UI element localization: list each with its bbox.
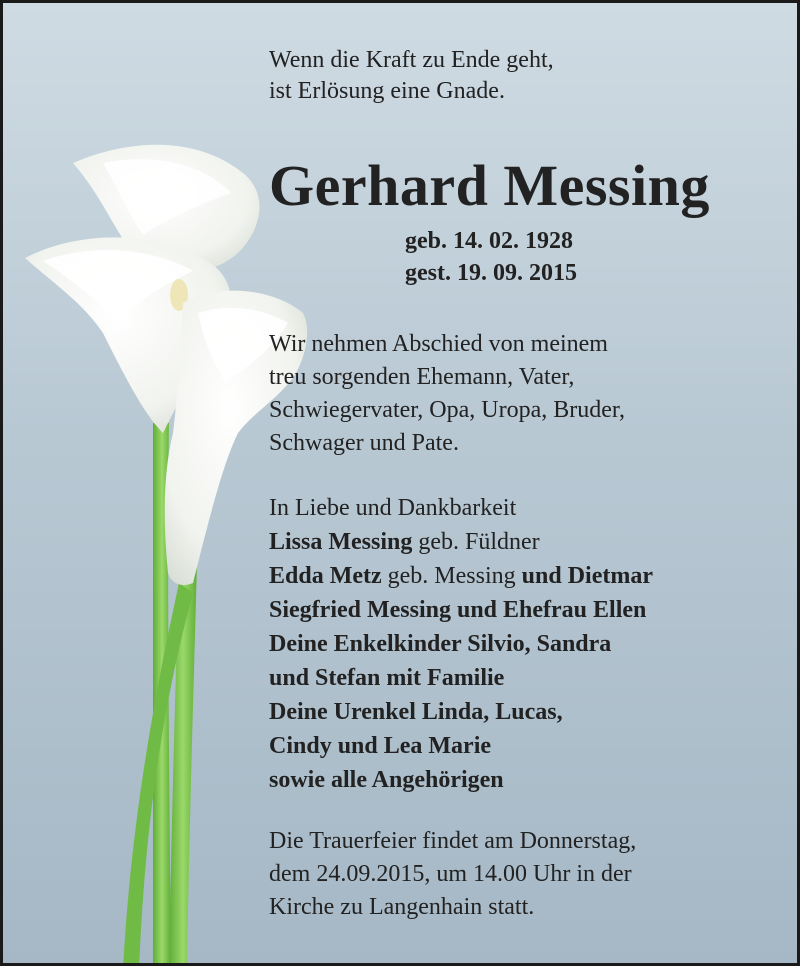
birth-date: geb. 14. 02. 1928 bbox=[405, 228, 573, 254]
mourner-line bbox=[269, 525, 653, 559]
mourner-line: Cindy und Lea Marie bbox=[269, 733, 492, 759]
mourner-line: Deine Urenkel Linda, Lucas, bbox=[269, 699, 563, 725]
farewell-line: Schwager und Pate. bbox=[269, 430, 459, 456]
life-dates bbox=[405, 225, 577, 289]
mourner-line: und Stefan mit Familie bbox=[269, 665, 505, 691]
mourner-line: Deine Enkelkinder Silvio, Sandra bbox=[269, 631, 612, 657]
motto-line: ist Erlösung eine Gnade. bbox=[269, 78, 505, 104]
motto bbox=[269, 45, 554, 107]
mourner-name: Edda Metz bbox=[269, 563, 382, 589]
motto-line: Wenn die Kraft zu Ende geht, bbox=[269, 47, 554, 73]
mourner-name: und Dietmar bbox=[521, 563, 653, 589]
death-date: gest. 19. 09. 2015 bbox=[405, 260, 577, 286]
mourner-note: geb. Füldner bbox=[412, 529, 540, 555]
farewell-text bbox=[269, 328, 625, 460]
mourner-line: sowie alle Angehörigen bbox=[269, 767, 504, 793]
farewell-line: Schwiegervater, Opa, Uropa, Bruder, bbox=[269, 397, 625, 423]
service-line: Die Trauerfeier findet am Donnerstag, bbox=[269, 828, 637, 854]
mourner-line bbox=[269, 559, 653, 593]
farewell-line: Wir nehmen Abschied von meinem bbox=[269, 331, 608, 357]
service-line: Kirche zu Langenhain statt. bbox=[269, 894, 535, 920]
farewell-line: treu sorgenden Ehemann, Vater, bbox=[269, 364, 575, 390]
calla-lily-illustration bbox=[3, 3, 800, 966]
mourner-note: geb. Messing bbox=[381, 563, 522, 589]
mourners-list bbox=[269, 491, 653, 797]
mourners-intro: In Liebe und Dankbarkeit bbox=[269, 495, 517, 521]
service-line: dem 24.09.2015, um 14.00 Uhr in der bbox=[269, 861, 632, 887]
mourner-line: Siegfried Messing und Ehefrau Ellen bbox=[269, 597, 647, 623]
deceased-name: Gerhard Messing bbox=[269, 153, 710, 218]
funeral-service-info bbox=[269, 825, 636, 924]
mourner-name: Lissa Messing bbox=[269, 529, 413, 555]
